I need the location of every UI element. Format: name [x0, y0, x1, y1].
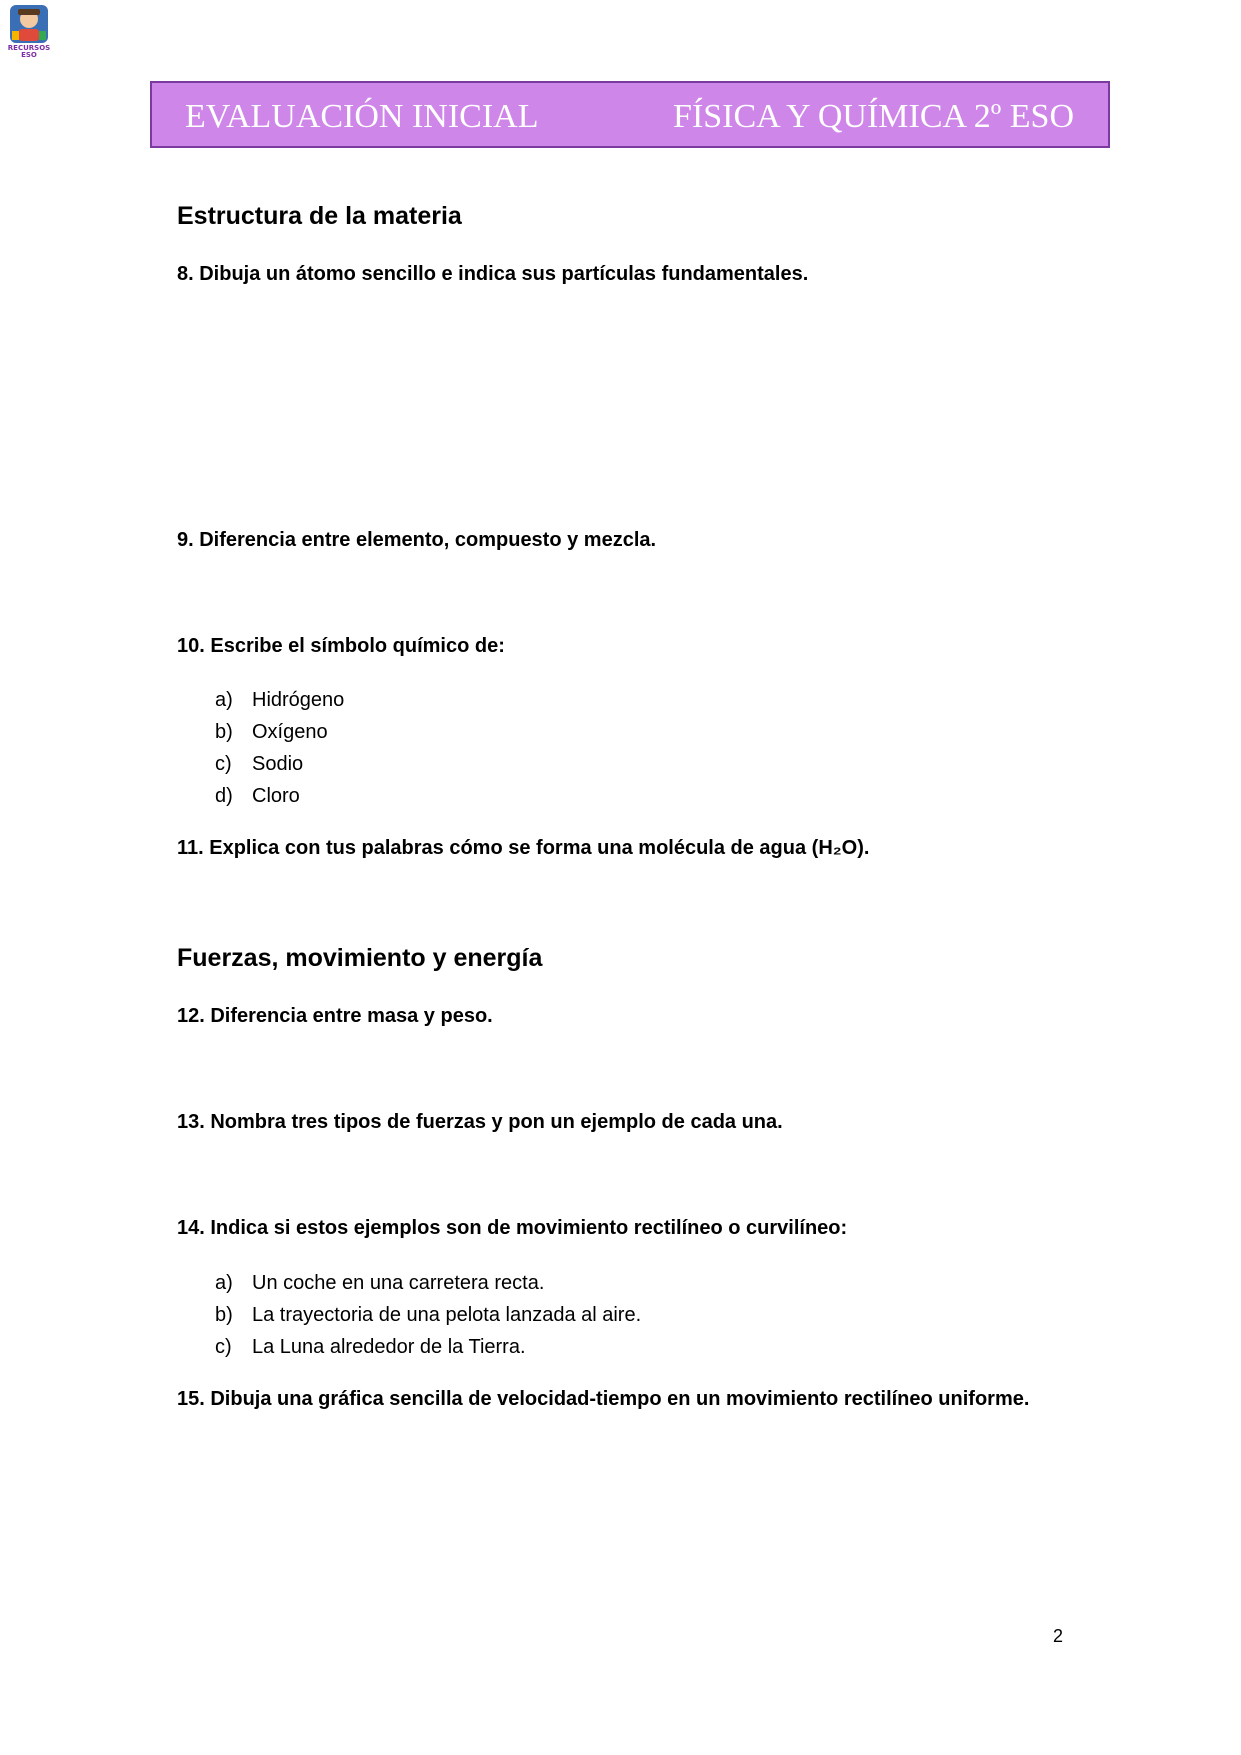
question-12: 12. Diferencia entre masa y peso.	[177, 1005, 493, 1027]
option-letter: a)	[215, 689, 233, 711]
logo-text-2: ESO	[21, 51, 37, 59]
page-number: 2	[1053, 1626, 1064, 1646]
list-item	[215, 1336, 526, 1359]
option-text: Cloro	[252, 785, 300, 807]
question-13: 13. Nombra tres tipos de fuerzas y pon un ejemplo de cada una.	[177, 1111, 783, 1133]
header-banner	[150, 81, 1110, 148]
option-letter: b)	[215, 721, 233, 743]
header-title: EVALUACIÓN INICIAL	[185, 98, 539, 135]
list-item	[215, 785, 300, 808]
option-text: Un coche en una carretera recta.	[252, 1272, 545, 1294]
question-8: 8. Dibuja un átomo sencillo e indica sus partículas fundamentales.	[177, 263, 809, 285]
list-item	[215, 1272, 544, 1295]
option-letter: c)	[215, 1336, 232, 1358]
section-title-estructura: Estructura de la materia	[177, 202, 462, 230]
question-15: 15. Dibuja una gráfica sencilla de velocidad-tiempo en un movimiento rectilíneo uniforme.	[177, 1388, 1030, 1410]
option-letter: c)	[215, 753, 232, 775]
logo-text: RECURSOS	[8, 44, 50, 52]
option-text: La Luna alrededor de la Tierra.	[252, 1336, 526, 1358]
option-text: Oxígeno	[252, 721, 328, 743]
option-letter: d)	[215, 785, 233, 807]
option-text: Hidrógeno	[252, 689, 345, 711]
section-title-fuerzas: Fuerzas, movimiento y energía	[177, 944, 543, 972]
list-item	[215, 689, 344, 712]
recursos-eso-logo-icon	[8, 3, 50, 59]
option-letter: b)	[215, 1304, 233, 1326]
header-subject: FÍSICA Y QUÍMICA 2º ESO	[673, 98, 1074, 135]
question-10: 10. Escribe el símbolo químico de:	[177, 635, 505, 657]
question-14: 14. Indica si estos ejemplos son de movimiento rectilíneo o curvilíneo:	[177, 1217, 848, 1239]
list-item	[215, 753, 303, 776]
option-text: Sodio	[252, 753, 304, 775]
list-item	[215, 721, 328, 744]
option-letter: a)	[215, 1272, 233, 1294]
question-9: 9. Diferencia entre elemento, compuesto y mezcla.	[177, 529, 657, 551]
question-11: 11. Explica con tus palabras cómo se forma una molécula de agua (H₂O).	[177, 837, 870, 859]
option-text: La trayectoria de una pelota lanzada al aire.	[252, 1304, 642, 1326]
list-item	[215, 1304, 641, 1327]
